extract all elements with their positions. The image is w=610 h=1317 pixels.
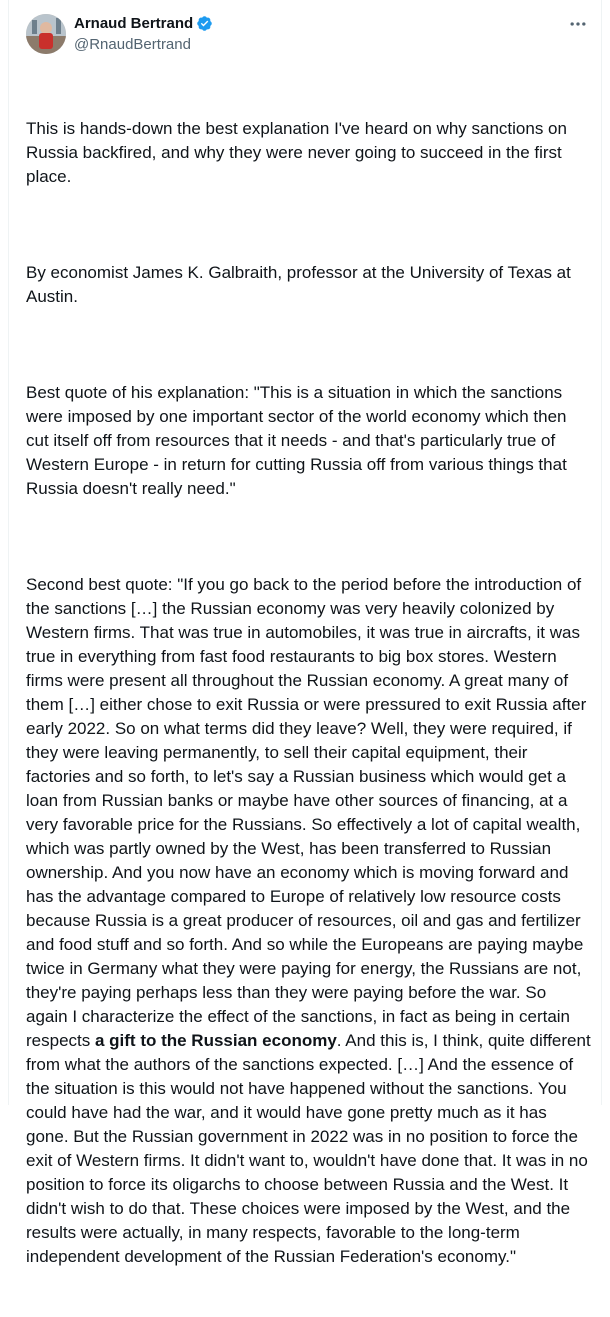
tweet-header (26, 14, 590, 58)
avatar[interactable] (26, 14, 66, 54)
quote-text-continued: . And this is, I think, quite different from what the authors of the sanctions expected. […] And the essence of the situation is this would not have happened without the sanctions. You could have had the war, and it would have gone pretty much as it has gone. But the Russian government in 2022 was in no position to force the exit of Western firms. It didn't want to, wouldn't have done that. It was in no position to force its oligarchs to choose between Russia and the West. It didn't wish to do that. These choices were imposed by the West, and the results were actually, in many respects, favorable to the long-term independent development of the Russian Federation's economy." (26, 1031, 596, 1266)
tweet-paragraph (26, 573, 596, 1269)
avatar-image (26, 14, 66, 54)
author-handle[interactable]: @RnaudBertrand (74, 36, 191, 53)
quote-text: Second best quote: "If you go back to the period before the introduction of the sanctions […] the Russian economy was very heavily colonized by Western firms. That was true in automobiles, it was true in aircrafts, it was true in everything from fast food restaurants to big box stores. Western firms were present all throughout the Russian economy. A great many of them […] either chose to exit Russia or were pressured to exit Russia after early 2022. So on what terms did they leave? Well, they were required, if they were leaving permanently, to sell their capital equipment, their factories and so forth, to let's say a Russian business which would get a loan from Russian banks or maybe have other sources of financing, at a very favorable price for the Russians. So effectively a lot of capital wealth, which was partly owned by the West, has been transferred to Russian ownership. And you now have an economy which is moving forward and has the advantage compared to Europe of relatively low resource costs because Russia is a great producer of resources, oil and gas and fertilizer and food stuff and so forth. And so while the Europeans are paying maybe twice in Germany what they were paying for energy, the Russians are not, they're paying perhaps less than they were paying before the war. So again I characterize the effect of the sanctions, in fact as being in certain respects (26, 575, 592, 1050)
verified-badge-icon (196, 15, 213, 32)
tweet-paragraph: This is hands-down the best explanation I've heard on why sanctions on Russia backfired, and why they were never going to succeed in the first place. (26, 119, 572, 186)
author-name-row (74, 15, 213, 32)
tweet-paragraph: By economist James K. Galbraith, professor at the University of Texas at Austin. (26, 263, 575, 306)
more-options-icon[interactable] (566, 14, 590, 34)
tweet-text (26, 69, 596, 1317)
tweet-paragraph: Best quote of his explanation: "This is a situation in which the sanctions were imposed by one important sector of the world economy which then cut itself off from resources that it needs - and that's particularly true of Western Europe - in return for cutting Russia off from various things that Russia doesn't really need." (26, 383, 572, 498)
author-name[interactable]: Arnaud Bertrand (74, 15, 194, 32)
bold-phrase: a gift to the Russian economy (94, 1031, 337, 1050)
